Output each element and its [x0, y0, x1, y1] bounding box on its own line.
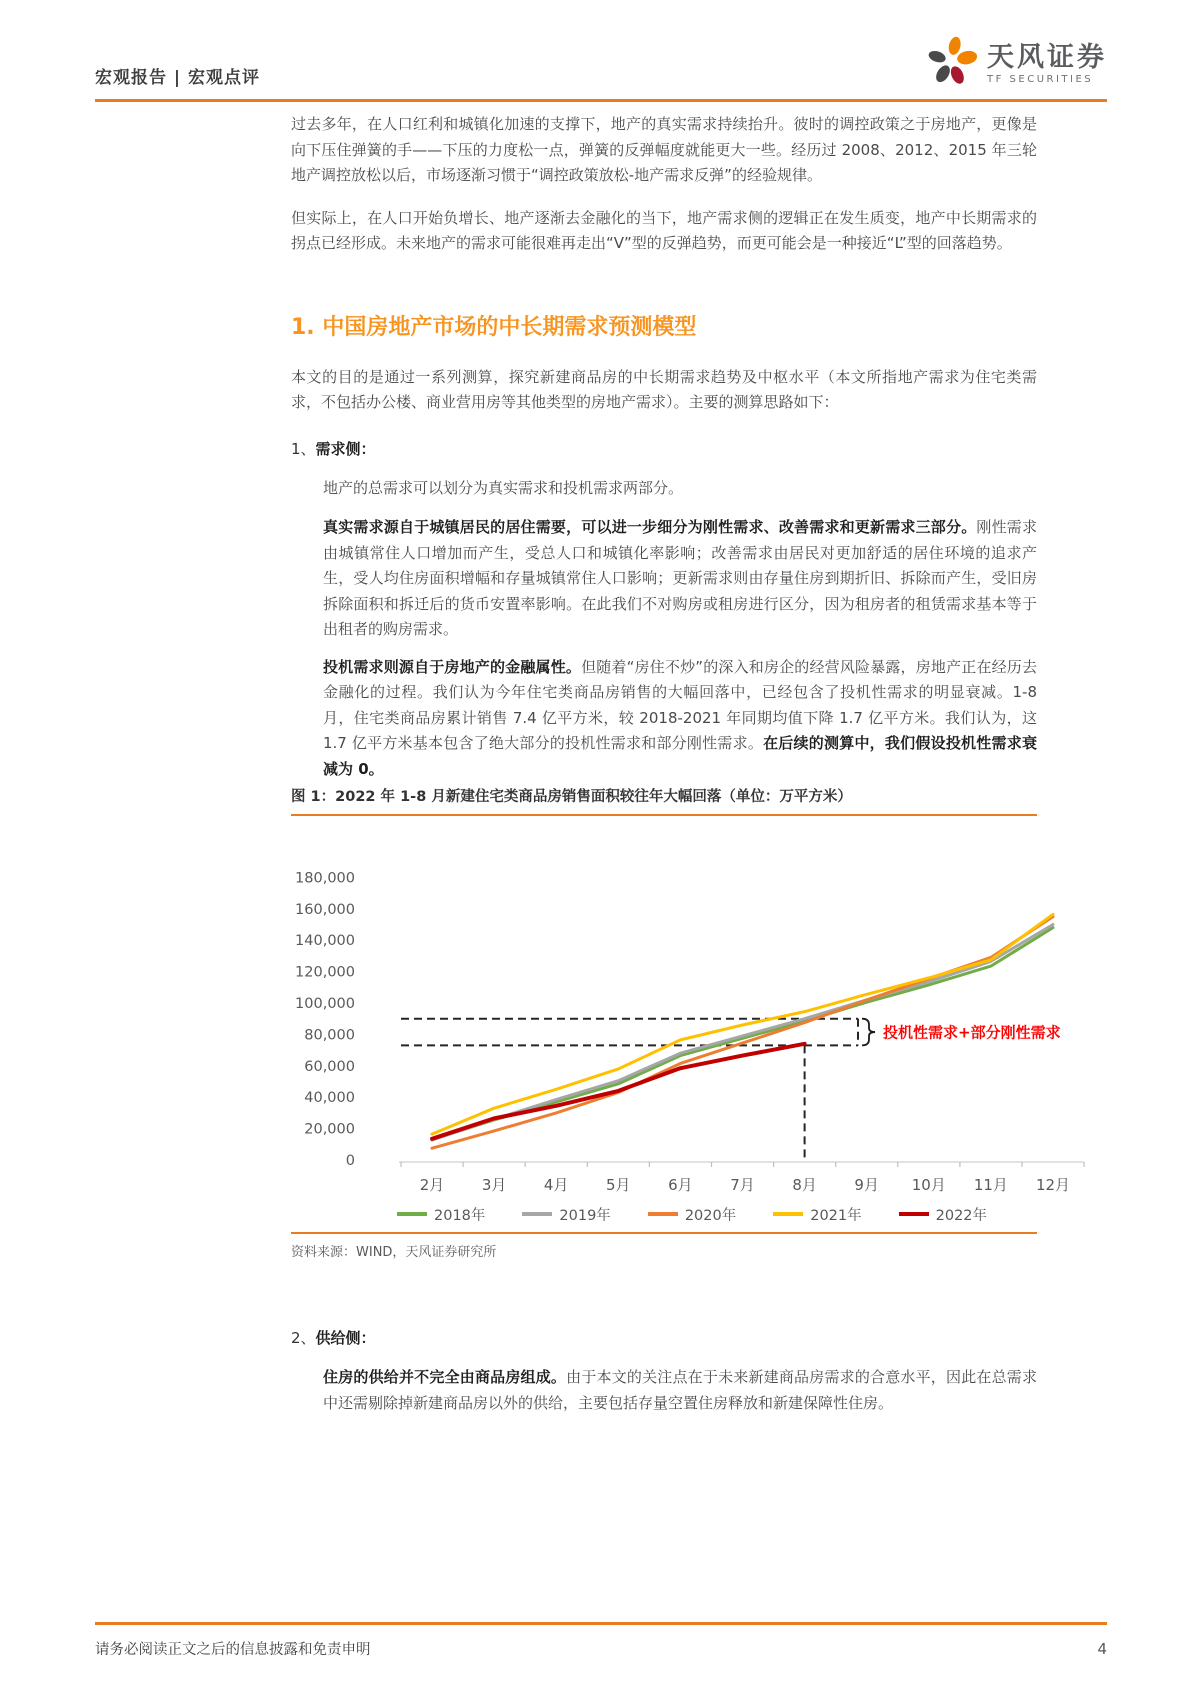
figure-source: 资料来源：WIND，天风证券研究所 [291, 1245, 497, 1260]
legend-label: 2020年 [684, 1207, 737, 1224]
section-intro-paragraph: 本文的目的是通过一系列测算，探究新建商品房的中长期需求趋势及中枢水平（本文所指地产需求为住宅类需求，不包括办公楼、商业营用房等其他类型的房地产需求）。主要的测算思路如下： [291, 367, 1037, 411]
intro-paragraph-1: 过去多年，在人口红利和城镇化加速的支撑下，地产的真实需求持续抬升。彼时的调控政策之于房地产，更像是向下压住弹簧的手——下压的力度松一点，弹簧的反弹幅度就能更大一些。经历过 2008、2012、2015 年三轮地产调控放松以后，市场逐渐习惯于“调控政策放松-地产需求反弹”的经验规律。 [291, 115, 1037, 184]
figure-title: 图 1：2022 年 1-8 月新建住宅类商品房销售面积较往年大幅回落（单位：万平方米） [291, 787, 1037, 816]
demand-side-number: 1、 [291, 439, 316, 458]
housing-supply-detail-text: 由于本文的关注点在于未来新建商品房需求的合意水平，因此在总需求中还需剔除掉新建商品房以外的供给，主要包括存量空置住房释放和新建保障性住房。 [323, 1368, 1037, 1412]
svg-text:9月: 9月 [854, 1176, 879, 1194]
legend-line-swatch [648, 1212, 678, 1216]
page-number: 4 [1097, 1640, 1107, 1658]
svg-text:4月: 4月 [543, 1176, 569, 1194]
svg-text:12月: 12月 [1035, 1176, 1071, 1194]
svg-text:120,000: 120,000 [295, 964, 355, 981]
brand-block [922, 32, 1107, 96]
svg-text:6月: 6月 [668, 1176, 693, 1194]
supply-paragraph-1 [323, 1365, 1037, 1416]
line-chart [291, 816, 1071, 1201]
svg-text:8月: 8月 [792, 1176, 817, 1194]
header-divider [95, 99, 1107, 102]
supply-side-title: 供给侧： [315, 1329, 376, 1347]
legend-item-2022年 [899, 1204, 987, 1225]
speculative-demand-detail-text: 但随着“房住不炒”的深入和房企的经营风险暴露，房地产正在经历去金融化的过程。我们认为今年住宅类商品房销售的大幅回落中，已经包含了投机性需求的明显衰减。1-8 月，住宅类商品房累计销售 7.4 亿平方米，较 2018-2021 年同期均值下降 1.7 亿平方米。我们认为，这 1.7 亿平方米基本包含了绝大部分的投机性需求和部分刚性需求。 [323, 657, 1037, 752]
supply-side-number: 2、 [291, 1329, 316, 1347]
legend-line-swatch [773, 1212, 803, 1216]
legend-line-swatch [899, 1212, 929, 1216]
legend-item-2019年 [522, 1204, 610, 1225]
svg-text:5月: 5月 [606, 1176, 631, 1194]
speculative-demand-bold-lead: 投机需求则源自于房地产的金融属性。 [323, 657, 582, 676]
legend-label: 2021年 [810, 1207, 862, 1224]
svg-text:100,000: 100,000 [295, 996, 355, 1012]
svg-text:80,000: 80,000 [304, 1027, 355, 1044]
legend-label: 2022年 [935, 1207, 988, 1224]
svg-text:140,000: 140,000 [295, 933, 355, 950]
page-content [291, 112, 1071, 1416]
demand-side-title: 需求侧： [315, 439, 376, 458]
legend-item-2020年 [648, 1204, 736, 1225]
demand-paragraph-1: 地产的总需求可以划分为真实需求和投机需求两部分。 [323, 478, 684, 497]
chart-legend [397, 1204, 1037, 1224]
real-demand-bold-text: 真实需求源自于城镇居民的居住需要，可以进一步细分为刚性需求、改善需求和更新需求三部分。 [323, 518, 977, 536]
svg-text:160,000: 160,000 [295, 901, 355, 918]
demand-paragraph-2 [323, 515, 1037, 643]
legend-item-2021年 [773, 1204, 861, 1225]
svg-text:10月: 10月 [911, 1176, 946, 1194]
page-header [95, 36, 1107, 96]
legend-item-2018年 [397, 1204, 485, 1225]
brand-name-cn: 天风证券 [987, 41, 1107, 73]
page-footer [95, 1622, 1107, 1659]
intro-paragraph-2: 但实际上，在人口开始负增长、地产逐渐去金融化的当下，地产需求侧的逻辑正在发生质变，地产中长期需求的拐点已经形成。未来地产的需求可能很难再走出“V”型的反弹趋势，而更可能会是一种接近“L”型的回落趋势。 [291, 208, 1037, 252]
brand-name-en: TF SECURITIES [987, 73, 1094, 85]
brand-text [987, 41, 1107, 85]
svg-text:60,000: 60,000 [304, 1058, 355, 1075]
housing-supply-bold-text: 住房的供给并不完全由商品房组成。 [323, 1368, 567, 1386]
demand-side-label [291, 437, 1037, 462]
svg-text:投机性需求+部分刚性需求: 投机性需求+部分刚性需求 [883, 1023, 1061, 1042]
supply-side-label [291, 1326, 1037, 1351]
tf-securities-flower-logo-icon [922, 32, 978, 96]
section-heading: 1. 中国房地产市场的中长期需求预测模型 [291, 314, 697, 340]
real-demand-detail-text: 刚性需求由城镇常住人口增加而产生，受总人口和城镇化率影响；改善需求由居民对更加舒适的居住环境的追求产生，受人均住房面积增幅和存量城镇常住人口影响；更新需求则由存量住房到期折旧、拆除而产生，受旧房拆除面积和拆迁后的货币安置率影响。在此我们不对购房或租房进行区分，因为租房者的租赁需求基本等于出租者的购房需求。 [323, 518, 1037, 638]
legend-label: 2019年 [559, 1207, 611, 1224]
legend-line-swatch [522, 1212, 552, 1216]
report-type-label: 宏观报告 | 宏观点评 [95, 68, 261, 88]
disclaimer-text: 请务必阅读正文之后的信息披露和免责申明 [95, 1642, 371, 1658]
svg-text:0: 0 [345, 1153, 355, 1169]
figure-1 [291, 787, 1071, 1260]
svg-text:3月: 3月 [481, 1176, 507, 1194]
svg-text:180,000: 180,000 [295, 870, 355, 887]
speculative-demand-bold-tail: 在后续的测算中，我们假设投机性需求衰减为 0。 [323, 734, 1037, 778]
legend-line-swatch [397, 1212, 427, 1216]
legend-label: 2018年 [434, 1207, 486, 1224]
demand-paragraph-3 [323, 655, 1037, 783]
svg-text:40,000: 40,000 [304, 1090, 355, 1107]
svg-text:20,000: 20,000 [304, 1121, 355, 1138]
svg-text:7月: 7月 [730, 1176, 755, 1194]
svg-text:11月: 11月 [973, 1176, 1008, 1194]
svg-text:2月: 2月 [419, 1176, 445, 1194]
